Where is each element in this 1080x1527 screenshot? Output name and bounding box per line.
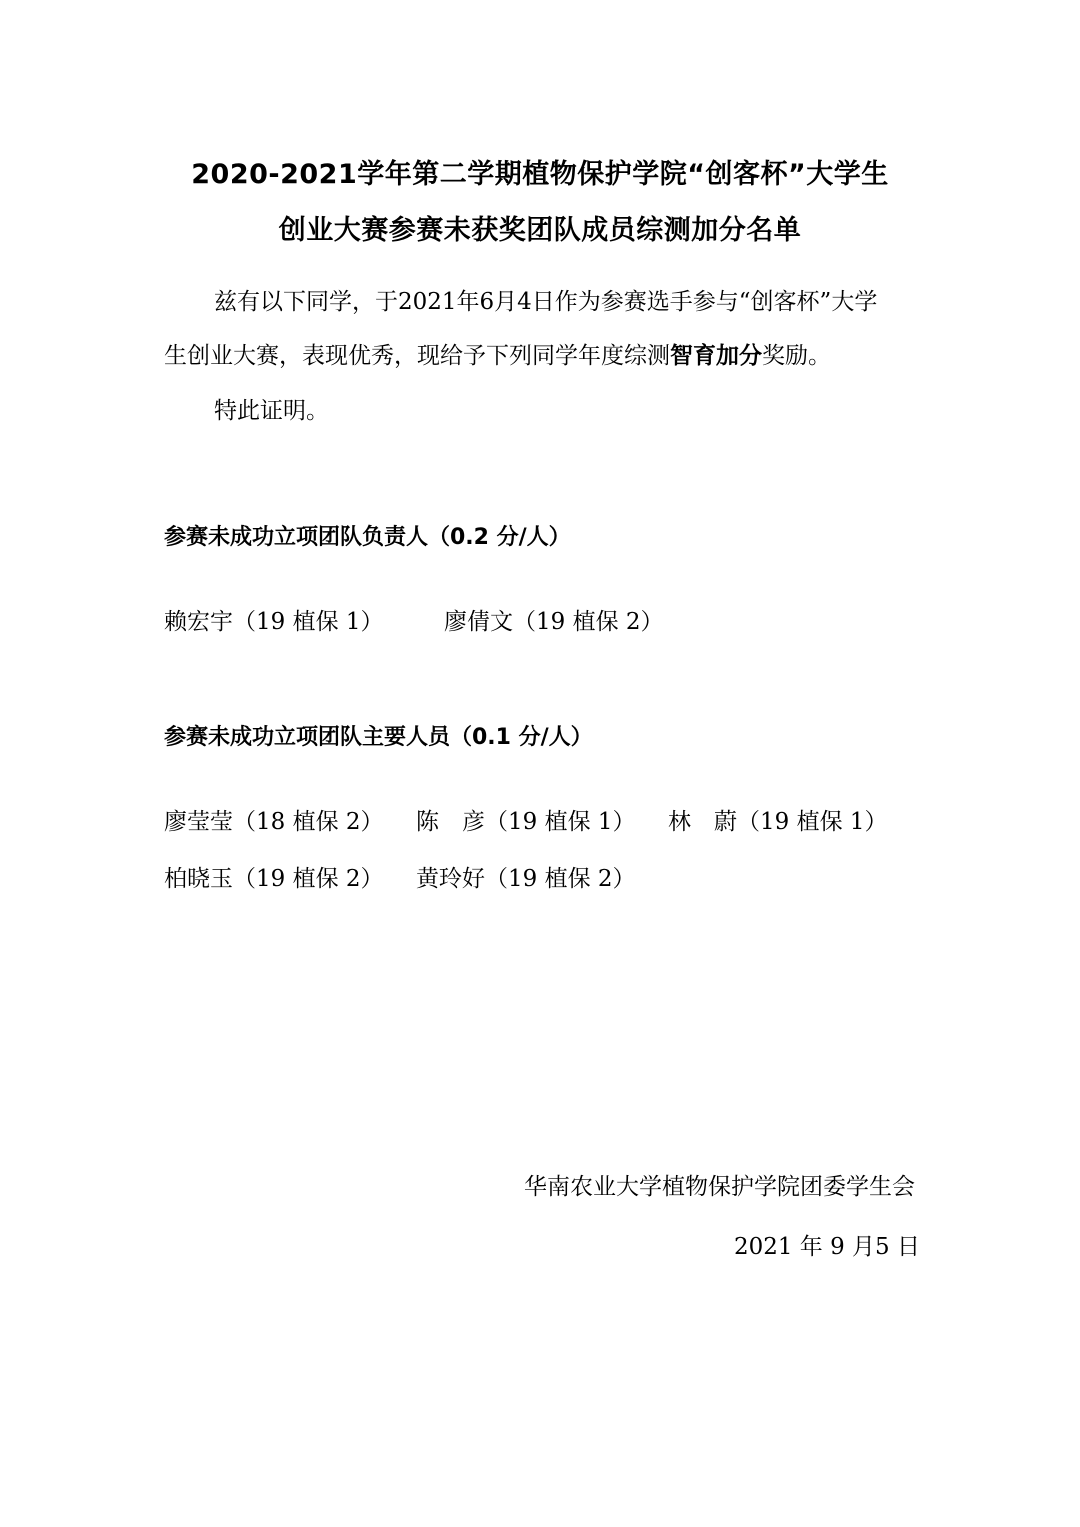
members-list-row-2 [164, 860, 668, 893]
signature-organization: 华南农业大学植物保护学院团委学生会 [524, 1174, 915, 1200]
intro-highlight: 智育加分 [670, 343, 762, 369]
intro-line-2-ending: 奖励。 [762, 343, 831, 369]
list-item: 廖倩文（19 植保 2） [444, 609, 664, 635]
intro-paragraph [164, 275, 924, 383]
leaders-list [164, 603, 664, 636]
list-item: 柏晓玉（19 植保 2） [164, 866, 384, 892]
list-item: 黄玲好（19 植保 2） [416, 866, 636, 892]
certify-text: 特此证明。 [214, 398, 329, 424]
list-item: 廖莹莹（18 植保 2） [164, 809, 384, 835]
members-list-row-1 [164, 803, 920, 836]
list-item: 赖宏宇（19 植保 1） [164, 609, 384, 635]
list-item: 林 蔚（19 植保 1） [668, 809, 888, 835]
document-title-line-1: 2020-2021学年第二学期植物保护学院“创客杯”大学生 [191, 159, 889, 190]
certify-paragraph [164, 384, 924, 438]
intro-line-2 [164, 329, 924, 383]
document-title-line-2: 创业大赛参赛未获奖团队成员综测加分名单 [278, 215, 802, 246]
list-item: 陈 彦（19 植保 1） [416, 809, 636, 835]
intro-line-1: 兹有以下同学，于2021年6月4日作为参赛选手参与“创客杯”大学 [214, 289, 878, 315]
intro-line-2-text: 生创业大赛，表现优秀，现给予下列同学年度综测 [164, 343, 670, 369]
section-heading-leaders: 参赛未成功立项团队负责人（0.2 分/人） [164, 525, 571, 550]
signature-date: 2021 年 9 月5 日 [733, 1234, 920, 1260]
section-heading-members: 参赛未成功立项团队主要人员（0.1 分/人） [164, 725, 593, 750]
